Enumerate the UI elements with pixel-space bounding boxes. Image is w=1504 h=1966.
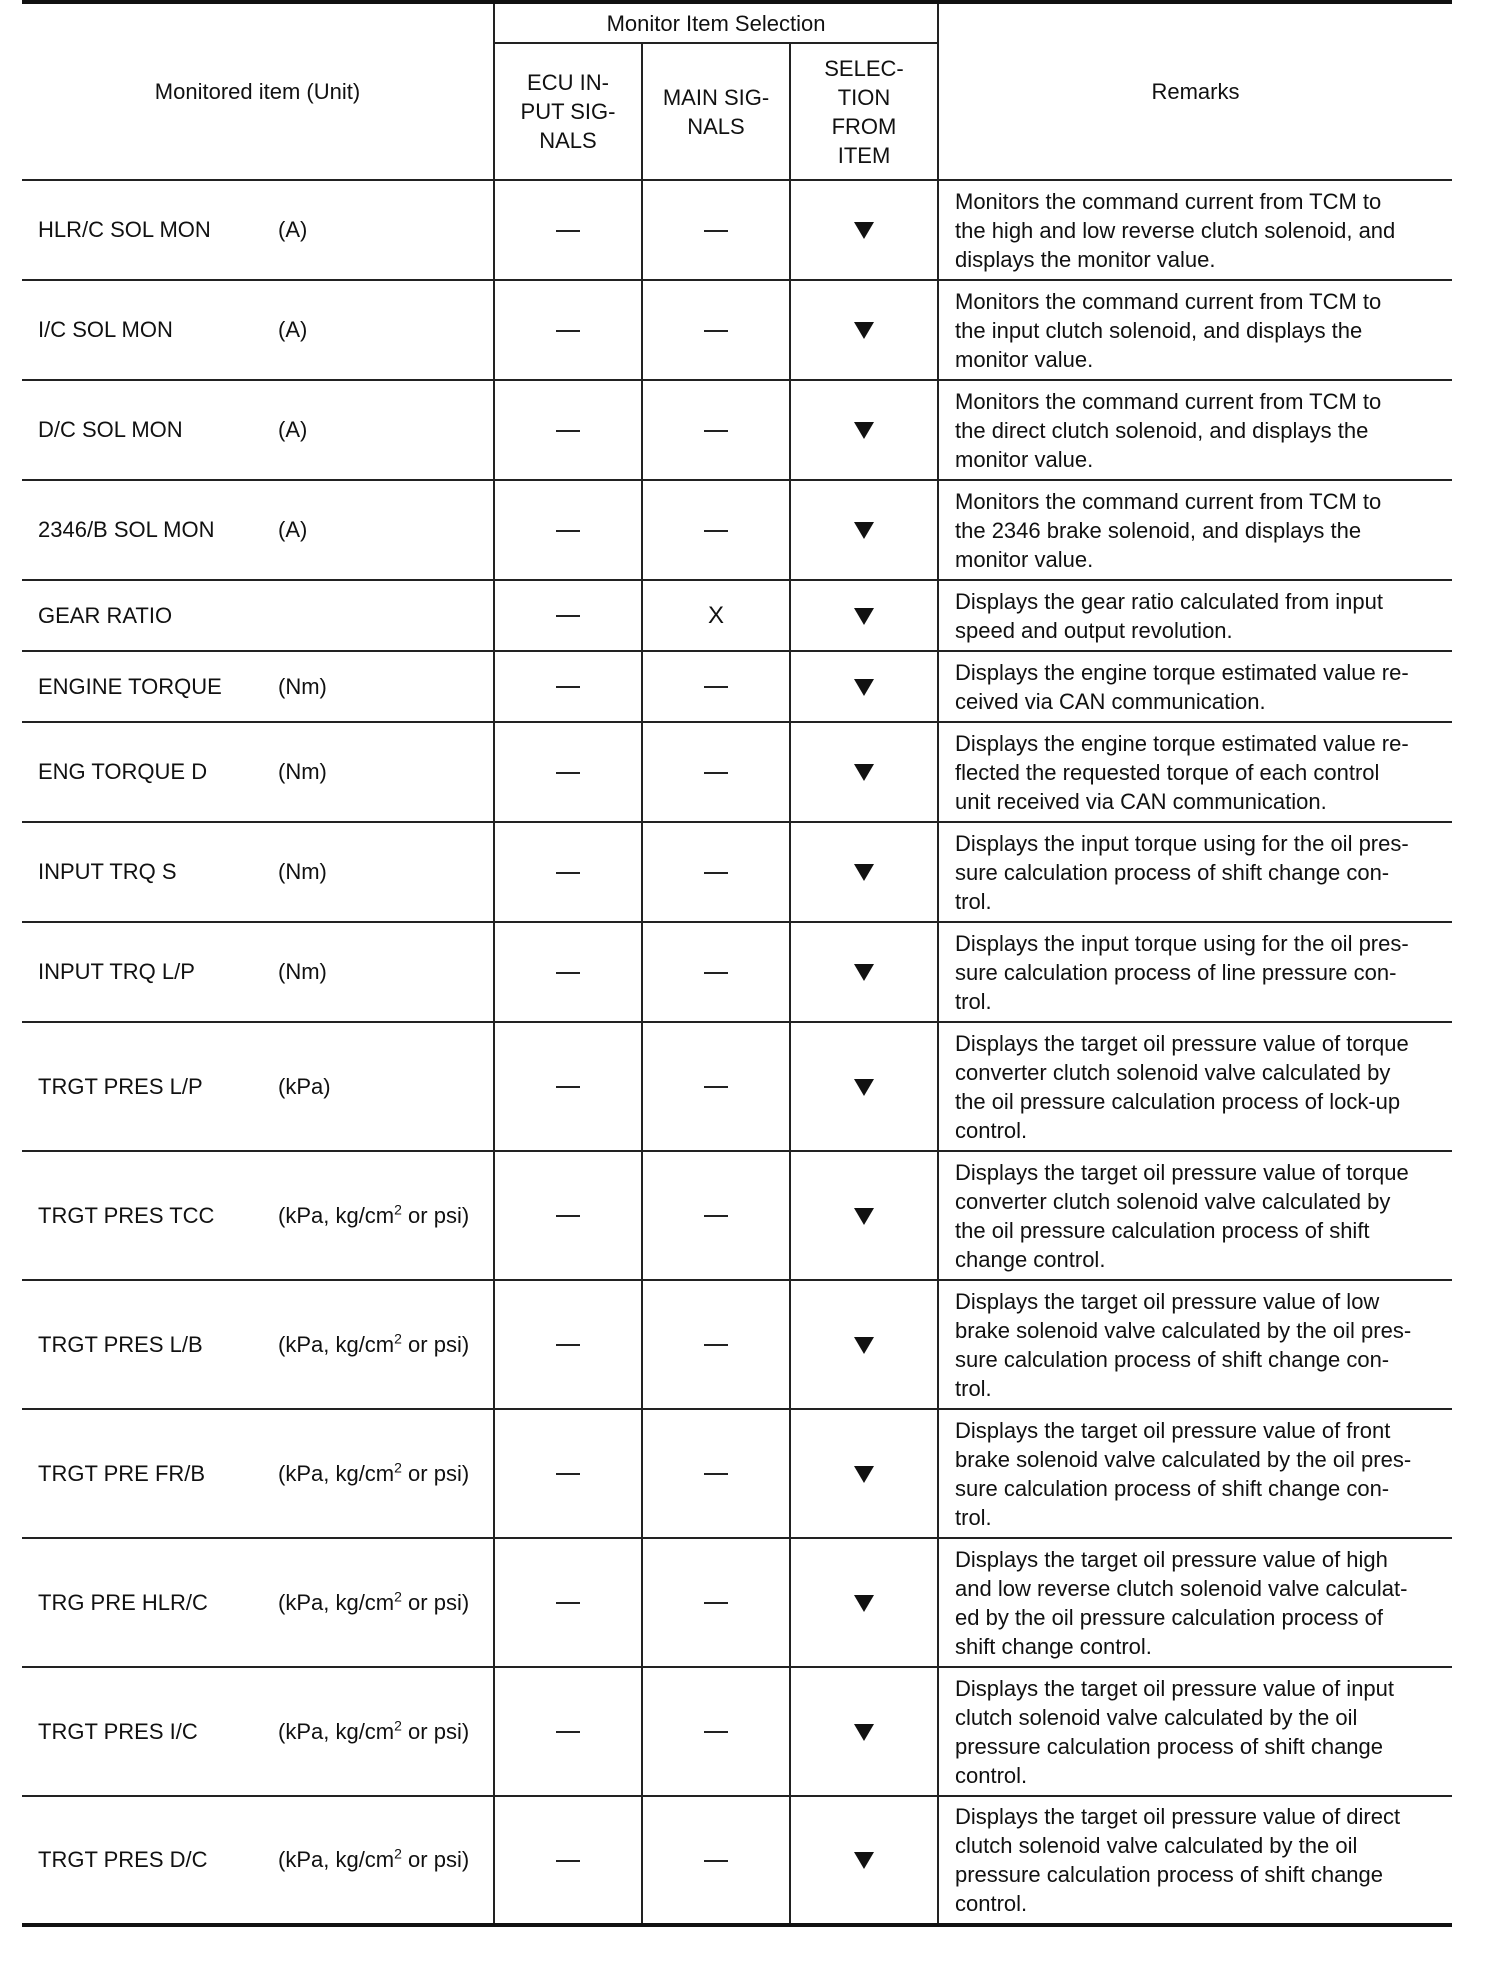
monitored-item-name: TRG PRE HLR/C bbox=[38, 1589, 208, 1615]
ecu-input-signals-cell bbox=[494, 180, 642, 280]
ecu-input-signals-cell bbox=[494, 1538, 642, 1667]
main-signals-cell bbox=[642, 180, 790, 280]
dash-mark bbox=[704, 530, 728, 532]
selection-from-item-cell bbox=[790, 280, 938, 380]
table-body bbox=[22, 180, 1452, 1925]
selection-from-item-cell bbox=[790, 822, 938, 922]
remarks-line: monitor value. bbox=[955, 546, 1094, 572]
selection-from-item-cell bbox=[790, 1022, 938, 1151]
remarks-cell bbox=[938, 1022, 1452, 1151]
monitored-item-name: D/C SOL MON bbox=[38, 417, 183, 442]
remarks-line: Displays the input torque using for the oil pres- bbox=[955, 930, 1409, 956]
table-row bbox=[22, 651, 1452, 722]
remarks-cell bbox=[938, 280, 1452, 380]
dash-mark bbox=[556, 686, 580, 688]
selection-from-item-cell bbox=[790, 380, 938, 480]
remarks-line: Displays the target oil pressure value of high bbox=[955, 1546, 1388, 1572]
remarks-cell bbox=[938, 1538, 1452, 1667]
remarks-line: Displays the gear ratio calculated from input bbox=[955, 588, 1383, 614]
main-signals-cell bbox=[642, 580, 790, 651]
dash-mark bbox=[704, 1086, 728, 1088]
dash-mark bbox=[704, 686, 728, 688]
remarks-cell bbox=[938, 580, 1452, 651]
dash-mark bbox=[556, 330, 580, 332]
dash-mark bbox=[704, 1860, 728, 1862]
remarks-line: Displays the target oil pressure value of front bbox=[955, 1417, 1391, 1443]
monitored-item-cell bbox=[22, 1151, 494, 1280]
remarks-line: brake solenoid valve calculated by the oil pres- bbox=[955, 1446, 1412, 1472]
dash-mark bbox=[704, 230, 728, 232]
dash-mark bbox=[556, 1731, 580, 1733]
remarks-line: unit received via CAN communication. bbox=[955, 788, 1327, 814]
ecu-input-signals-cell bbox=[494, 651, 642, 722]
remarks-line: Displays the target oil pressure value of direct bbox=[955, 1804, 1401, 1829]
remarks-line: control. bbox=[955, 1891, 1028, 1916]
ecu-input-signals-cell bbox=[494, 1151, 642, 1280]
remarks-line: pressure calculation process of shift change bbox=[955, 1862, 1384, 1887]
remarks-line: trol. bbox=[955, 1504, 992, 1530]
selection-from-item-cell bbox=[790, 580, 938, 651]
monitored-item-cell bbox=[22, 1280, 494, 1409]
remarks-line: change control. bbox=[955, 1246, 1106, 1272]
remarks-cell bbox=[938, 180, 1452, 280]
monitored-item-unit: (kPa, $kg/cm^2$ or psi) bbox=[278, 1588, 470, 1615]
monitored-item-unit: (kPa, $kg/cm^2$ or psi) bbox=[278, 1717, 470, 1744]
monitored-item-cell bbox=[22, 1022, 494, 1151]
ecu-input-signals-cell bbox=[494, 922, 642, 1022]
ecu-input-signals-cell bbox=[494, 280, 642, 380]
table-row bbox=[22, 1538, 1452, 1667]
remarks-cell bbox=[938, 722, 1452, 822]
monitored-item-name: 2346/B SOL MON bbox=[38, 517, 215, 542]
remarks-line: sure calculation process of shift change con- bbox=[955, 1475, 1390, 1501]
monitored-item-unit: (Nm) bbox=[278, 959, 327, 984]
dash-mark bbox=[556, 530, 580, 532]
remarks-line: sure calculation process of shift change con- bbox=[955, 859, 1390, 885]
monitored-item-name: TRGT PRES D/C bbox=[38, 1847, 208, 1872]
triangle-down-icon bbox=[854, 679, 874, 696]
table-row bbox=[22, 822, 1452, 922]
remarks-line: Displays the input torque using for the oil pres- bbox=[955, 830, 1409, 856]
remarks-line: trol. bbox=[955, 888, 992, 914]
main-signals-cell bbox=[642, 722, 790, 822]
remarks-line: pressure calculation process of shift change bbox=[955, 1733, 1384, 1759]
monitored-item-name: ENG TORQUE D bbox=[38, 759, 208, 784]
remarks-cell bbox=[938, 822, 1452, 922]
monitored-item-name: HLR/C SOL MON bbox=[38, 217, 211, 242]
selection-from-item-cell bbox=[790, 922, 938, 1022]
dash-mark bbox=[556, 230, 580, 232]
monitored-item-cell bbox=[22, 1796, 494, 1925]
triangle-down-icon bbox=[854, 1079, 874, 1096]
table-row bbox=[22, 480, 1452, 580]
triangle-down-icon bbox=[854, 1724, 874, 1741]
triangle-down-icon bbox=[854, 1466, 874, 1483]
dash-mark bbox=[556, 1086, 580, 1088]
triangle-down-icon bbox=[854, 222, 874, 239]
dash-mark bbox=[556, 772, 580, 774]
remarks-line: Displays the target oil pressure value of torque bbox=[955, 1030, 1409, 1056]
main-signals-cell bbox=[642, 1796, 790, 1925]
monitored-item-name: INPUT TRQ S bbox=[38, 859, 177, 884]
remarks-cell bbox=[938, 1796, 1452, 1925]
dash-mark bbox=[556, 1473, 580, 1475]
dash-mark bbox=[556, 1344, 580, 1346]
main-signals-cell bbox=[642, 1151, 790, 1280]
remarks-line: control. bbox=[955, 1762, 1028, 1788]
selection-from-item-cell bbox=[790, 651, 938, 722]
ecu-input-signals-cell bbox=[494, 822, 642, 922]
monitored-item-name: TRGT PRES TCC bbox=[38, 1202, 215, 1228]
remarks-line: the input clutch solenoid, and displays the bbox=[955, 317, 1363, 343]
table-row bbox=[22, 180, 1452, 280]
monitored-item-unit: (A) bbox=[278, 517, 308, 542]
remarks-line: Monitors the command current from TCM to bbox=[955, 188, 1382, 214]
dash-mark bbox=[704, 972, 728, 974]
monitored-item-unit: (kPa) bbox=[278, 1073, 331, 1099]
main-signals-cell bbox=[642, 380, 790, 480]
remarks-line: Monitors the command current from TCM to bbox=[955, 288, 1382, 314]
selection-from-item-cell bbox=[790, 480, 938, 580]
dash-mark bbox=[704, 1731, 728, 1733]
table-row bbox=[22, 1796, 1452, 1925]
dash-mark bbox=[556, 972, 580, 974]
ecu-input-signals-cell bbox=[494, 480, 642, 580]
remarks-line: the 2346 brake solenoid, and displays the bbox=[955, 517, 1362, 543]
monitored-item-cell bbox=[22, 280, 494, 380]
dash-mark bbox=[556, 1860, 580, 1862]
unit-superscript: 2 bbox=[394, 1717, 402, 1734]
monitored-item-unit: (A) bbox=[278, 217, 308, 242]
remarks-line: converter clutch solenoid valve calculated by bbox=[955, 1059, 1391, 1085]
monitored-item-name: I/C SOL MON bbox=[38, 317, 173, 342]
main-signals-cell bbox=[642, 280, 790, 380]
table-row bbox=[22, 1022, 1452, 1151]
ecu-input-signals-cell bbox=[494, 1667, 642, 1796]
monitor-table-container bbox=[22, 0, 1452, 1927]
header-ecu-input-signals: ECU IN- PUT SIG- NALS bbox=[494, 43, 642, 180]
selection-from-item-cell bbox=[790, 1409, 938, 1538]
monitored-item-name: ENGINE TORQUE bbox=[38, 673, 222, 699]
remarks-line: converter clutch solenoid valve calculated by bbox=[955, 1188, 1391, 1214]
remarks-line: Displays the target oil pressure value of low bbox=[955, 1288, 1380, 1314]
triangle-down-icon bbox=[854, 764, 874, 781]
monitored-item-unit: (Nm) bbox=[278, 759, 327, 784]
remarks-line: and low reverse clutch solenoid valve calculat- bbox=[955, 1575, 1408, 1601]
monitored-item-cell bbox=[22, 722, 494, 822]
dash-mark bbox=[556, 1602, 580, 1604]
ecu-input-signals-cell bbox=[494, 1409, 642, 1538]
monitored-item-unit: (kPa, $kg/cm^2$ or psi) bbox=[278, 1330, 470, 1357]
triangle-down-icon bbox=[854, 864, 874, 881]
monitored-item-unit: (A) bbox=[278, 417, 308, 442]
dash-mark bbox=[704, 772, 728, 774]
selection-from-item-cell bbox=[790, 1151, 938, 1280]
triangle-down-icon bbox=[854, 1337, 874, 1354]
table-row bbox=[22, 1409, 1452, 1538]
dash-mark bbox=[704, 330, 728, 332]
remarks-line: control. bbox=[955, 1117, 1028, 1143]
monitored-item-name: TRGT PRES L/B bbox=[38, 1331, 203, 1357]
remarks-line: trol. bbox=[955, 988, 992, 1014]
dash-mark bbox=[556, 1215, 580, 1217]
dash-mark bbox=[704, 1473, 728, 1475]
triangle-down-icon bbox=[854, 964, 874, 981]
header-monitored-item: Monitored item (Unit) bbox=[22, 2, 494, 180]
main-signals-cell bbox=[642, 1667, 790, 1796]
remarks-line: Displays the engine torque estimated value re- bbox=[955, 659, 1409, 685]
monitored-item-cell bbox=[22, 922, 494, 1022]
remarks-line: monitor value. bbox=[955, 346, 1094, 372]
monitored-item-name: GEAR RATIO bbox=[38, 602, 173, 628]
remarks-cell bbox=[938, 1667, 1452, 1796]
unit-superscript: 2 bbox=[394, 1201, 402, 1218]
ecu-input-signals-cell bbox=[494, 580, 642, 651]
remarks-line: displays the monitor value. bbox=[955, 246, 1216, 272]
remarks-line: Displays the target oil pressure value of torque bbox=[955, 1159, 1409, 1185]
monitored-item-name: TRGT PRE FR/B bbox=[38, 1460, 206, 1486]
triangle-down-icon bbox=[854, 1852, 874, 1869]
monitored-item-name: TRGT PRES I/C bbox=[38, 1718, 198, 1744]
table-row bbox=[22, 1667, 1452, 1796]
remarks-line: sure calculation process of line pressure con- bbox=[955, 959, 1397, 985]
remarks-line: clutch solenoid valve calculated by the oil bbox=[955, 1704, 1358, 1730]
triangle-down-icon bbox=[854, 608, 874, 625]
monitored-item-cell bbox=[22, 580, 494, 651]
monitored-item-unit: (Nm) bbox=[278, 859, 327, 884]
table-row bbox=[22, 722, 1452, 822]
selection-from-item-cell bbox=[790, 1280, 938, 1409]
selection-from-item-cell bbox=[790, 1796, 938, 1925]
ecu-input-signals-cell bbox=[494, 722, 642, 822]
remarks-line: flected the requested torque of each control bbox=[955, 759, 1380, 785]
remarks-line: Monitors the command current from TCM to bbox=[955, 388, 1382, 414]
dash-mark bbox=[556, 615, 580, 617]
main-signals-cell bbox=[642, 1280, 790, 1409]
remarks-line: the high and low reverse clutch solenoid, and bbox=[955, 217, 1396, 243]
main-signals-cell bbox=[642, 651, 790, 722]
header-main-signals: MAIN SIG- NALS bbox=[642, 43, 790, 180]
ecu-input-signals-cell bbox=[494, 1796, 642, 1925]
dash-mark bbox=[704, 430, 728, 432]
unit-superscript: 2 bbox=[394, 1330, 402, 1347]
monitored-item-cell bbox=[22, 1538, 494, 1667]
monitored-item-cell bbox=[22, 480, 494, 580]
dash-mark bbox=[556, 430, 580, 432]
triangle-down-icon bbox=[854, 1208, 874, 1225]
remarks-line: Displays the engine torque estimated value re- bbox=[955, 730, 1409, 756]
main-signals-cell bbox=[642, 1022, 790, 1151]
table-row bbox=[22, 1280, 1452, 1409]
dash-mark bbox=[556, 872, 580, 874]
monitored-item-name: INPUT TRQ L/P bbox=[38, 959, 195, 984]
table-row bbox=[22, 280, 1452, 380]
remarks-line: shift change control. bbox=[955, 1633, 1152, 1659]
remarks-line: Monitors the command current from TCM to bbox=[955, 488, 1382, 514]
selection-from-item-cell bbox=[790, 1538, 938, 1667]
unit-superscript: 2 bbox=[394, 1588, 402, 1605]
remarks-cell bbox=[938, 1280, 1452, 1409]
triangle-down-icon bbox=[854, 522, 874, 539]
selection-from-item-cell bbox=[790, 1667, 938, 1796]
selection-from-item-cell bbox=[790, 722, 938, 822]
main-signals-cell bbox=[642, 822, 790, 922]
monitored-item-name: TRGT PRES L/P bbox=[38, 1073, 203, 1099]
remarks-line: sure calculation process of shift change con- bbox=[955, 1346, 1390, 1372]
ecu-input-signals-cell bbox=[494, 1280, 642, 1409]
remarks-line: trol. bbox=[955, 1375, 992, 1401]
dash-mark bbox=[704, 1602, 728, 1604]
remarks-line: the oil pressure calculation process of shift bbox=[955, 1217, 1370, 1243]
table-row bbox=[22, 922, 1452, 1022]
monitored-item-unit: (A) bbox=[278, 317, 308, 342]
monitored-item-cell bbox=[22, 1667, 494, 1796]
unit-superscript: 2 bbox=[394, 1459, 402, 1476]
remarks-line: speed and output revolution. bbox=[955, 617, 1233, 643]
monitored-item-unit: (kPa, $kg/cm^2$ or psi) bbox=[278, 1201, 470, 1228]
x-mark: X bbox=[707, 601, 724, 629]
table-row bbox=[22, 580, 1452, 651]
monitored-item-cell bbox=[22, 380, 494, 480]
remarks-line: the oil pressure calculation process of lock-up bbox=[955, 1088, 1401, 1114]
remarks-line: clutch solenoid valve calculated by the oil bbox=[955, 1833, 1358, 1858]
header-selection-from-item: SELEC- TION FROM ITEM bbox=[790, 43, 938, 180]
main-signals-cell bbox=[642, 480, 790, 580]
remarks-line: brake solenoid valve calculated by the oil pres- bbox=[955, 1317, 1412, 1343]
remarks-cell bbox=[938, 1409, 1452, 1538]
remarks-cell bbox=[938, 380, 1452, 480]
remarks-line: the direct clutch solenoid, and displays the bbox=[955, 417, 1369, 443]
monitored-item-cell bbox=[22, 651, 494, 722]
header-remarks: Remarks bbox=[938, 2, 1452, 180]
triangle-down-icon bbox=[854, 1595, 874, 1612]
monitored-item-cell bbox=[22, 180, 494, 280]
dash-mark bbox=[704, 1344, 728, 1346]
monitored-item-unit: (Nm) bbox=[278, 673, 327, 699]
monitored-item-unit: (kPa, $kg/cm^2$ or psi) bbox=[278, 1845, 470, 1872]
unit-superscript: 2 bbox=[394, 1845, 402, 1862]
remarks-line: ed by the oil pressure calculation process of bbox=[955, 1604, 1384, 1630]
selection-from-item-cell bbox=[790, 180, 938, 280]
remarks-cell bbox=[938, 1151, 1452, 1280]
remarks-cell bbox=[938, 651, 1452, 722]
remarks-cell bbox=[938, 480, 1452, 580]
remarks-line: ceived via CAN communication. bbox=[955, 688, 1266, 714]
table-row bbox=[22, 380, 1452, 480]
main-signals-cell bbox=[642, 1409, 790, 1538]
monitored-item-cell bbox=[22, 822, 494, 922]
dash-mark bbox=[704, 872, 728, 874]
remarks-line: Displays the target oil pressure value of input bbox=[955, 1675, 1395, 1701]
triangle-down-icon bbox=[854, 322, 874, 339]
main-signals-cell bbox=[642, 1538, 790, 1667]
header-monitor-item-selection: Monitor Item Selection bbox=[494, 2, 938, 43]
remarks-line: monitor value. bbox=[955, 446, 1094, 472]
ecu-input-signals-cell bbox=[494, 380, 642, 480]
dash-mark bbox=[704, 1215, 728, 1217]
ecu-input-signals-cell bbox=[494, 1022, 642, 1151]
remarks-cell bbox=[938, 922, 1452, 1022]
table-row bbox=[22, 1151, 1452, 1280]
main-signals-cell bbox=[642, 922, 790, 1022]
monitored-item-cell bbox=[22, 1409, 494, 1538]
monitor-item-table bbox=[22, 0, 1452, 1927]
monitored-item-unit: (kPa, $kg/cm^2$ or psi) bbox=[278, 1459, 470, 1486]
triangle-down-icon bbox=[854, 422, 874, 439]
